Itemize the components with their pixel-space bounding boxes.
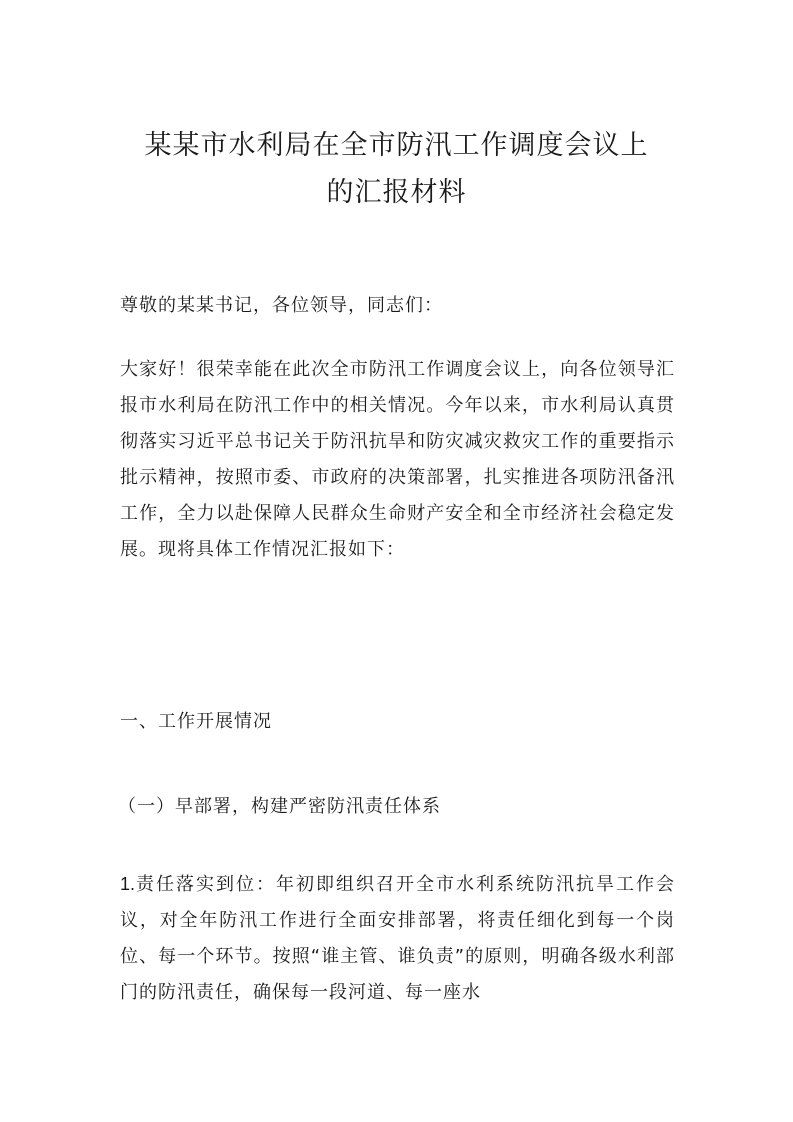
list-item-text: 责任落实到位：年初即组织召开全市水利系统防汛抗旱工作会议，对全年防汛工作进行全面安排部署，将责任细化到每一个岗位、每一个环节。按照“谁主管、谁负责”的原则，明确各级水利部门的防汛责任，确保每一段河道、每一座水	[120, 874, 675, 1003]
document-title-line-1: 某某市水利局在全市防汛工作调度会议上	[144, 130, 649, 161]
section-heading: 一、工作开展情况	[120, 711, 272, 732]
greeting-paragraph: 尊敬的某某书记，各位领导，同志们：	[120, 295, 443, 316]
document-title-line-2: 的汇报材料	[326, 177, 467, 208]
list-item-1	[120, 866, 675, 1011]
intro-paragraph: 大家好！很荣幸能在此次全市防汛工作调度会议上，向各位领导汇报市水利局在防汛工作中的相关情况。今年以来，市水利局认真贯彻落实习近平总书记关于防汛抗旱和防灾减灾救灾工作的重要指示批示精神，按照市委、市政府的决策部署，扎实推进各项防汛备汛工作，全力以赴保障人民群众生命财产安全和全市经济社会稳定发展。现将具体工作情况汇报如下：	[120, 359, 675, 560]
list-item-number: 1.	[120, 874, 136, 894]
subsection-heading: （一）早部署，构建严密防汛责任体系	[118, 796, 441, 817]
